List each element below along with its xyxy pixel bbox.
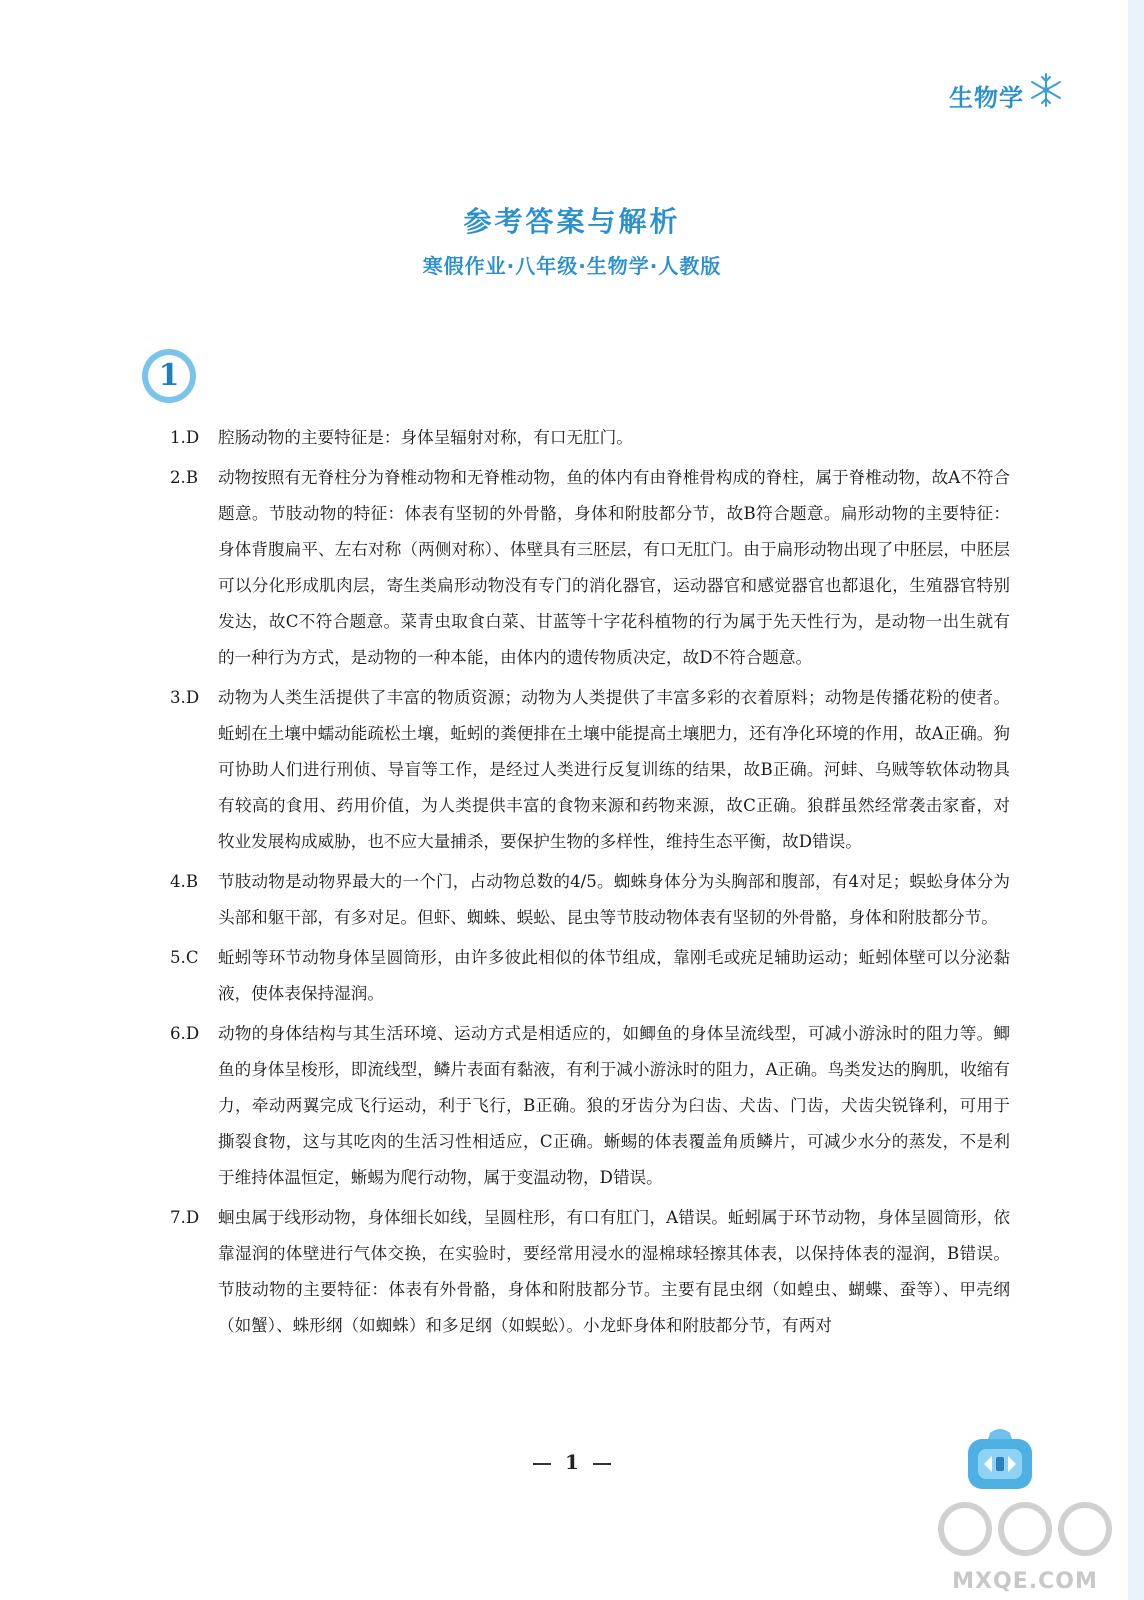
answer-number: 5.C: [170, 948, 199, 967]
answer-item: [170, 460, 1010, 676]
dash-left: [533, 1463, 551, 1465]
section-number-badge: [140, 347, 198, 405]
answer-number: 2.B: [170, 468, 199, 487]
answer-text: 蛔虫属于线形动物，身体细长如线，呈圆柱形，有口有肛门，A错误。蚯蚓属于环节动物，身体呈圆筒形，依靠湿润的体壁进行气体交换，在实验时，要经常用浸水的湿棉球轻擦其体表，以保持体表的湿润，B错误。节肢动物的主要特征：体表有外骨骼，身体和附肢都分节。主要有昆虫纲（如蝗虫、蝴蝶、蚕等）、甲壳纲（如蟹）、蛛形纲（如蜘蛛）和多足纲（如蜈蚣）。小龙虾身体和附肢都分节，有两对: [218, 1208, 1010, 1335]
answer-number: 7.D: [170, 1208, 200, 1227]
page-edge: [1128, 0, 1144, 1600]
page-subtitle: 寒假作业·八年级·生物学·人教版: [422, 254, 722, 278]
dash-right: [593, 1463, 611, 1465]
answer-number: 3.D: [170, 688, 200, 707]
answer-text: 腔肠动物的主要特征是：身体呈辐射对称，有口无肛门。: [218, 428, 633, 447]
answer-number: 1.D: [170, 428, 200, 447]
answer-number: 6.D: [170, 1024, 200, 1043]
answer-item: [170, 864, 1010, 936]
watermark-text: MXQE.COM: [952, 1569, 1098, 1594]
answer-text: 动物为人类生活提供了丰富的物质资源；动物为人类提供了丰富多彩的衣着原料；动物是传播花粉的使者。蚯蚓在土壤中蠕动能疏松土壤，蚯蚓的粪便排在土壤中能提高土壤肥力，还有净化环境的作用，故A正确。狗可协助人们进行刑侦、导盲等工作，是经过人类进行反复训练的结果，故B正确。河蚌、乌贼等软体动物具有较高的食用、药用价值，为人类提供丰富的食物来源和药物来源，故C正确。狼群虽然经常袭击家畜，对牧业发展构成威胁，也不应大量捕杀，要保护生物的多样性，维持生态平衡，故D错误。: [218, 688, 1010, 851]
answer-text: 蚯蚓等环节动物身体呈圆筒形，由许多彼此相似的体节组成，靠刚毛或疣足辅助运动；蚯蚓体壁可以分泌黏液，使体表保持湿润。: [218, 948, 1010, 1003]
answer-list: [170, 420, 1010, 1348]
answer-text: 节肢动物是动物界最大的一个门，占动物总数的4/5。蜘蛛身体分为头胸部和腹部，有4对足；蜈蚣身体分为头部和躯干部，有多对足。但虾、蜘蛛、蜈蚣、昆虫等节肢动物体表有坚韧的外骨骼，身体和附肢都分节。: [218, 872, 1010, 927]
answer-item: [170, 1200, 1010, 1344]
answer-item: [170, 680, 1010, 860]
backpack-mascot-icon: [960, 1425, 1040, 1495]
answer-text: 动物的身体结构与其生活环境、运动方式是相适应的，如鲫鱼的身体呈流线型，可减小游泳时的阻力等。鲫鱼的身体呈梭形，即流线型，鳞片表面有黏液，有利于减小游泳时的阻力，A正确。鸟类发达的胸肌，收缩有力，牵动两翼完成飞行运动，利于飞行，B正确。狼的牙齿分为臼齿、犬齿、门齿，犬齿尖锐锋利，可用于撕裂食物，这与其吃肉的生活习性相适应，C正确。蜥蜴的体表覆盖角质鳞片，可减少水分的蒸发，不是利于维持体温恒定，蜥蜴为爬行动物，属于变温动物，D错误。: [218, 1024, 1010, 1187]
section-number: 1: [158, 358, 180, 393]
answer-text: 动物按照有无脊柱分为脊椎动物和无脊椎动物，鱼的体内有由脊椎骨构成的脊柱，属于脊椎动物，故A不符合题意。节肢动物的特征：体表有坚韧的外骨骼，身体和附肢都分节，故B符合题意。扁形动物的主要特征：身体背腹扁平、左右对称（两侧对称）、体壁具有三胚层，有口无肛门。由于扁形动物出现了中胚层，中胚层可以分化形成肌肉层，寄生类扁形动物没有专门的消化器官，运动器官和感觉器官也都退化，生殖器官特别发达，故C不符合题意。菜青虫取食白菜、甘蓝等十字花科植物的行为属于先天性行为，是动物一出生就有的一种行为方式，是动物的一种本能，由体内的遗传物质决定，故D不符合题意。: [218, 468, 1010, 667]
answer-item: [170, 1016, 1010, 1196]
page-number-value: 1: [565, 1450, 579, 1474]
answer-item: [170, 420, 1010, 456]
snowflake-icon: [1026, 70, 1066, 110]
watermark-logo-icon: [925, 1495, 1125, 1565]
watermark: [925, 1495, 1135, 1600]
page-title: 参考答案与解析: [463, 205, 681, 238]
answer-number: 4.B: [170, 872, 199, 891]
header-subject: 生物学: [949, 84, 1024, 112]
answer-item: [170, 940, 1010, 1012]
